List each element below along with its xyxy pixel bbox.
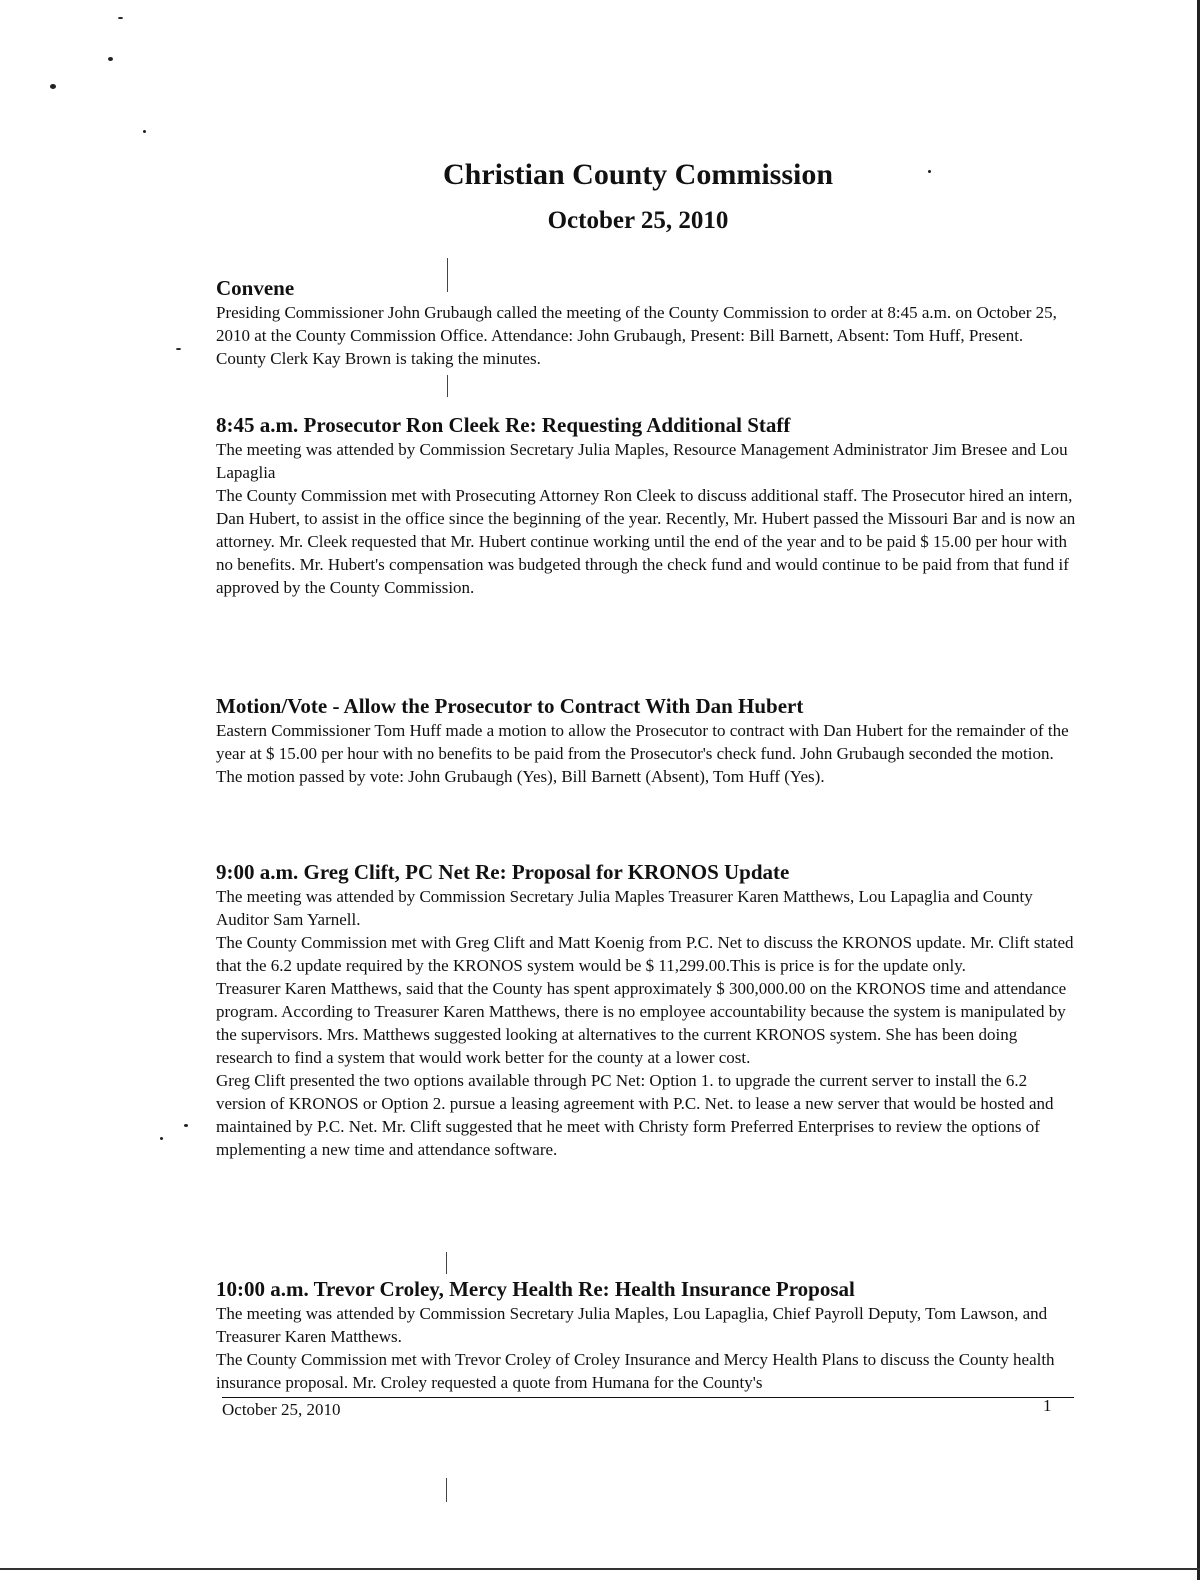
section-paragraph: Treasurer Karen Matthews, said that the County has spent approximately $ 300,000.00 on the KRONOS time and attendance program. According to Treasurer Karen Matthews, there is no employee accountability because the system is manipulated by the supervisors. Mrs. Matthews suggested looking at alternatives to the current KRONOS system. She has been doing research to find a system that would work better for the county at a lower cost.	[216, 979, 1067, 1067]
section-health-insurance	[216, 1277, 1076, 1394]
scan-speck	[176, 348, 181, 350]
page-number: 1	[1043, 1396, 1052, 1415]
document-date: October 25, 2010	[547, 207, 729, 234]
scan-speck	[118, 17, 123, 19]
document-title: Christian County Commission	[442, 158, 834, 191]
section-convene	[216, 276, 1076, 370]
section-paragraph: Greg Clift presented the two options available through PC Net: Option 1. to upgrade the current server to install the 6.2 version of KRONOS or Option 2. pursue a leasing agreement with P.C. Net. to lease a new server that would be hosted and maintained by P.C. Net. Mr. Clift suggested that he meet with Christy form Preferred Enterprises to review the options of mplementing a new time and attendance software.	[216, 1071, 1054, 1159]
section-paragraph: The meeting was attended by Commission Secretary Julia Maples, Resource Management Administrator Jim Bresee and Lou Lapaglia	[216, 440, 1068, 482]
scan-speck	[108, 57, 113, 61]
scan-speck	[143, 130, 146, 133]
section-heading: 8:45 a.m. Prosecutor Ron Cleek Re: Requesting Additional Staff	[216, 413, 791, 437]
section-paragraph: Presiding Commissioner John Grubaugh called the meeting of the County Commission to order at 8:45 a.m. on October 25, 2010 at the County Commission Office. Attendance: John Grubaugh, Present: Bill Barnett, Absent: Tom Huff, Present. County Clerk Kay Brown is taking the minutes.	[216, 303, 1057, 368]
scan-mark	[446, 1252, 447, 1274]
scan-speck	[160, 1137, 163, 1140]
section-kronos-update	[216, 860, 1076, 1161]
scan-mark	[446, 1478, 447, 1502]
footer-date: October 25, 2010	[222, 1400, 341, 1419]
footer-divider	[222, 1397, 1074, 1398]
scan-edge-bottom	[0, 1568, 1200, 1570]
section-paragraph: The County Commission met with Prosecuting Attorney Ron Cleek to discuss additional staff. The Prosecutor hired an intern, Dan Hubert, to assist in the office since the beginning of the year. Recently, Mr. Hubert passed the Missouri Bar and is now an attorney. Mr. Cleek requested that Mr. Hubert continue working until the end of the year and to be paid $ 15.00 per hour with no benefits. Mr. Hubert's compensation was budgeted through the check fund and would continue to be paid from that fund if approved by the County Commission.	[216, 486, 1076, 597]
section-heading: Motion/Vote - Allow the Prosecutor to Contract With Dan Hubert	[216, 694, 804, 718]
scan-speck	[184, 1124, 188, 1127]
section-motion-vote	[216, 694, 1076, 788]
section-paragraph: The County Commission met with Trevor Croley of Croley Insurance and Mercy Health Plans to discuss the County health insurance proposal. Mr. Croley requested a quote from Humana for the County's	[216, 1350, 1055, 1392]
section-paragraph: The meeting was attended by Commission Secretary Julia Maples Treasurer Karen Matthews, Lou Lapaglia and County Auditor Sam Yarnell.	[216, 887, 1033, 929]
section-paragraph: Eastern Commissioner Tom Huff made a motion to allow the Prosecutor to contract with Dan Hubert for the remainder of the year at $ 15.00 per hour with no benefits to be paid from the Prosecutor's check fund. John Grubaugh seconded the motion. The motion passed by vote: John Grubaugh (Yes), Bill Barnett (Absent), Tom Huff (Yes).	[216, 721, 1069, 786]
scan-mark	[447, 375, 448, 397]
scan-speck	[50, 84, 56, 89]
section-heading: 10:00 a.m. Trevor Croley, Mercy Health Re: Health Insurance Proposal	[216, 1277, 855, 1301]
section-heading: 9:00 a.m. Greg Clift, PC Net Re: Proposal for KRONOS Update	[216, 860, 790, 884]
section-prosecutor-staff	[216, 413, 1076, 599]
section-paragraph: The meeting was attended by Commission Secretary Julia Maples, Lou Lapaglia, Chief Payroll Deputy, Tom Lawson, and Treasurer Karen Matthews.	[216, 1304, 1048, 1346]
section-paragraph: The County Commission met with Greg Clift and Matt Koenig from P.C. Net to discuss the KRONOS update. Mr. Clift stated that the 6.2 update required by the KRONOS system would be $ 11,299.00.This is price is for the update only.	[216, 933, 1074, 975]
section-heading: Convene	[216, 276, 295, 300]
